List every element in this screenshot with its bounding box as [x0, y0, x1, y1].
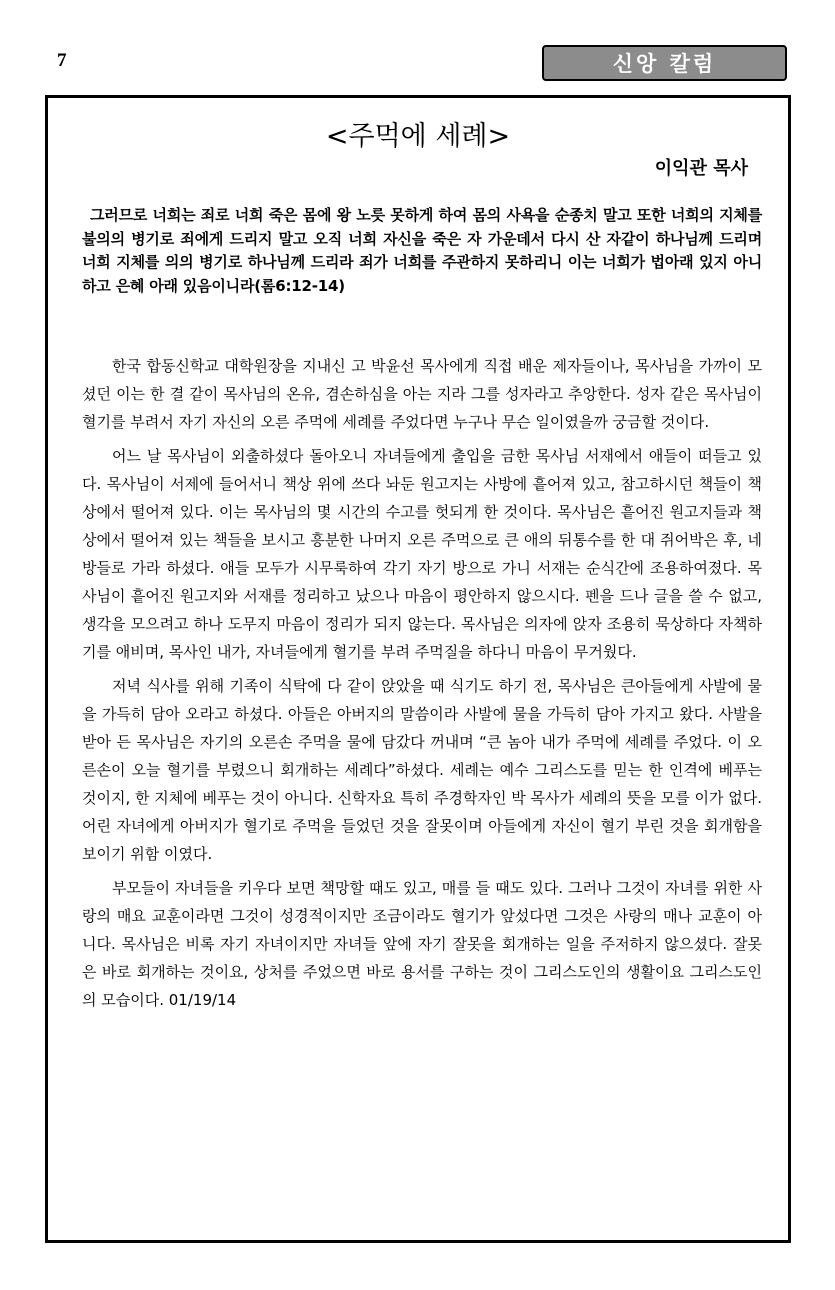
body-paragraph: 저녁 식사를 위해 기족이 식탁에 다 같이 앉았을 때 식기도 하기 전, 목사님은 큰아들에게 사발에 물을 가득히 담아 오라고 하셨다. 아들은 아버지의 말씀이라 사발에 물을 가득히 담아 가지고 왔다. 사발을 받아 든 목사님은 자기의 오른손 주먹을 물에 담갔다 꺼내며 “큰 놈아 내가 주먹에 세례를 주었다. 이 오른손이 오늘 혈기를 부렸으니 회개하는 세례다”하셨다. 세례는 예수 그리스도를 믿는 한 인격에 베푸는 것이지, 한 지체에 베푸는 것이 아니다. 신학자요 특히 주경학자인 박 목사가 세례의 뜻을 모를 이가 없다. 어린 자녀에게 아버지가 혈기로 주먹을 들었던 것을 잘못이며 아들에게 자신이 혈기 부린 것을 회개함을 보이기 위함 이였다.	[82, 677, 762, 863]
body-paragraph: 부모들이 자녀들을 키우다 보면 책망할 때도 있고, 매를 들 때도 있다. 그러나 그것이 자녀를 위한 사랑의 매요 교훈이라면 그것이 성경적이지만 조금이라도 혈기가 앞섰다면 그것은 사랑의 매나 교훈이 아니다. 목사님은 비록 자기 자녀이지만 자녀들 앞에 자기 잘못을 회개하는 일을 주저하지 않으셨다. 잘못은 바로 회개하는 것이요, 상처를 주었으면 바로 용서를 구하는 것이 그리스도인의 생활이요 그리스도인의 모습이다. 01/19/14	[82, 879, 762, 1009]
page-number: 7	[57, 50, 67, 71]
article-frame	[45, 95, 791, 1243]
article-body	[82, 352, 762, 1020]
body-paragraph: 한국 합동신학교 대학원장을 지내신 고 박윤선 목사에게 직접 배운 제자들이나, 목사님을 가까이 모셨던 이는 한 결 같이 목사님의 온유, 겸손하심을 아는 지라 그를 성자라고 추앙한다. 성자 같은 목사님이 혈기를 부려서 자기 자신의 오른 주먹에 세례를 주었다면 누구나 무슨 일이였을까 궁금할 것이다.	[82, 357, 762, 431]
body-paragraph: 어느 날 목사님이 외출하셨다 돌아오니 자녀들에게 출입을 금한 목사님 서재에서 애들이 떠들고 있다. 목사님이 서제에 들어서니 책상 위에 쓰다 놔둔 원고지는 사방에 흩어져 있고, 참고하시던 책들이 책상에서 떨어져 있다. 이는 목사님의 몇 시간의 수고를 헛되게 한 것이다. 목사님은 흩어진 원고지들과 책상에서 떨어져 있는 책들을 보시고 흥분한 나머지 오른 주먹으로 큰 애의 뒤통수를 한 대 쥐어박은 후, 네 방들로 가라 하셨다. 애들 모두가 시무룩하여 각기 자기 방으로 가니 서재는 순식간에 조용하여졌다. 목사님이 흩어진 원고지와 서재를 정리하고 났으나 마음이 평안하지 않으시다. 펜을 드나 글을 쓸 수 없고, 생각을 모으려고 하나 도무지 마음이 정리가 되지 않는다. 목사님은 의자에 앉자 조용히 묵상하다 자책하기를 애비며, 목사인 내가, 자녀들에게 혈기를 부려 주먹질을 하다니 마음이 무거웠다.	[82, 447, 762, 661]
article-author: 이익관 목사	[654, 158, 748, 179]
scripture-quote: 그러므로 너희는 죄로 너희 죽은 몸에 왕 노릇 못하게 하여 몸의 사욕을 순종치 말고 또한 너희의 지체를 불의의 병기로 죄에게 드리지 말고 오직 너희 자신을 죽은 자 가운데서 다시 산 자같이 하나님께 드리며 너희 지체를 의의 병기로 하나님께 드리라 죄가 너희를 주관하지 못하리니 이는 너희가 법아래 있지 아니하고 은혜 아래 있음이니라(롬6:12-14)	[82, 206, 762, 295]
article-title: <주먹에 세례>	[325, 121, 511, 152]
section-label: 신앙 칼럼	[542, 45, 787, 81]
